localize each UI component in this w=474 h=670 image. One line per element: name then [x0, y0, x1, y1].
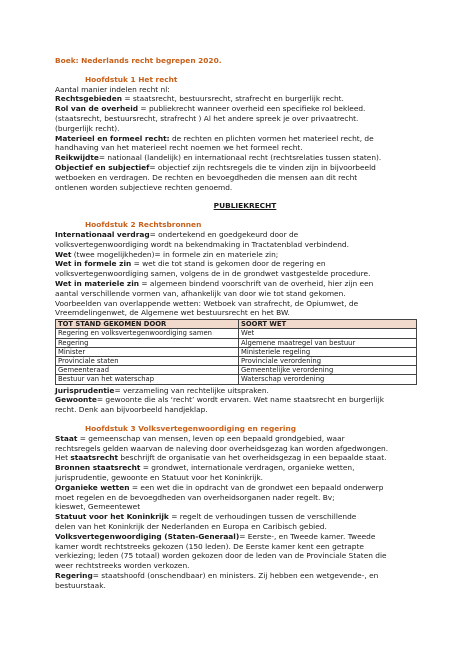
line-text: beschrijft de organisatie van het overheidsgezag in een bepaalde staat. — [118, 453, 387, 463]
line-text: = publiekrecht wanneer overheid een specifieke rol bekleed. — [138, 104, 366, 114]
text-line — [55, 173, 435, 183]
table-row — [56, 347, 417, 356]
chapter-2-title: Hoofdstuk 2 Rechtsbronnen — [85, 220, 202, 230]
text-line — [55, 551, 435, 561]
text-line — [55, 395, 435, 405]
term: Organieke wetten — [55, 482, 130, 492]
line-text: bestuurstaak. — [55, 580, 106, 590]
text-line — [55, 571, 435, 581]
section-title-publiekrecht: PUBLIEKRECHT — [213, 201, 277, 211]
text-line — [55, 512, 435, 522]
line-text: Het — [55, 453, 71, 463]
line-text: = grondwet, internationale verdragen, organieke wetten, — [140, 463, 355, 473]
text-line — [55, 85, 435, 95]
text-line — [55, 134, 435, 144]
term: Jurisprudentie — [55, 385, 115, 395]
table-row — [56, 356, 417, 365]
table-row — [56, 329, 417, 338]
text-line — [55, 308, 435, 318]
line-text: = nationaal (landelijk) en internationaal recht (rechtsrelaties tussen staten). — [98, 153, 382, 163]
line-text: = wet die tot stand is gekomen door de regering en — [131, 259, 326, 269]
table-header-row — [56, 320, 417, 329]
term: Staat — [55, 433, 78, 443]
text-line — [55, 532, 435, 542]
line-text: = regelt de verhoudingen tussen de verschillende — [168, 512, 357, 522]
text-line — [55, 279, 435, 289]
chapter-1-title: Hoofdstuk 1 Het recht — [85, 74, 178, 84]
text-line — [55, 405, 435, 415]
table-cell: Bestuur van het waterschap — [56, 375, 239, 384]
table-cell: Provinciale verordening — [239, 356, 417, 365]
chapter-2-body — [55, 230, 435, 318]
term: Objectief en subjectief — [55, 162, 150, 172]
wet-soorten-table — [55, 319, 417, 384]
text-line — [55, 250, 435, 260]
line-text: kieswet, Gemeentewet — [55, 502, 141, 512]
term: Wet in materiele zin — [55, 278, 140, 288]
line-text: = Eerste-, en Tweede kamer. Tweede — [239, 531, 376, 541]
term: Wet — [55, 249, 72, 259]
term: Wet in formele zin — [55, 259, 132, 269]
text-line — [55, 561, 435, 571]
table-row — [56, 366, 417, 375]
line-text: verkiezing; leden (75 totaal) worden gekozen door de leden van de Provinciale Staten die — [55, 551, 387, 561]
term: Statuut voor het Koninkrijk — [55, 512, 169, 522]
line-text: = objectief zijn rechtsregels die te vinden zijn in bijvoorbeeld — [149, 162, 376, 172]
text-line — [55, 143, 435, 153]
text-line — [55, 104, 435, 114]
line-text: aantal verschillende vormen van, afhankelijk van door wie tot stand gekomen. — [55, 288, 346, 298]
line-text: = gewoonte die als ‘recht’ wordt ervaren. Wet name staatsrecht en burgerlijk — [96, 395, 384, 405]
line-text: ontlenen worden subjectieve rechten genoemd. — [55, 182, 233, 192]
line-text: (burgerlijk recht). — [55, 123, 120, 133]
table-cell: Algemene maatregel van bestuur — [239, 338, 417, 347]
text-line — [55, 163, 435, 173]
term: Volksvertegenwoordiging (Staten-Generaal) — [55, 531, 240, 541]
table-cell: Regering en volksvertegenwoordiging samen — [56, 329, 239, 338]
term: Rechtsgebieden — [55, 94, 122, 104]
line-text: moet regelen en de bevoegdheden van overheidsorganen nader regelt. Bv; — [55, 492, 335, 502]
table-row — [56, 375, 417, 384]
chapter-3-title: Hoofdstuk 3 Volksvertegenwoordiging en regering — [85, 423, 297, 433]
term: Gewoonte — [55, 395, 97, 405]
line-text: delen van het Koninkrijk der Nederlanden en Europa en Caribisch gebied. — [55, 521, 327, 531]
text-line — [55, 299, 435, 309]
line-text: volksvertegenwoordiging wordt na bekendmaking in Tractatenblad verbindend. — [55, 239, 349, 249]
term: Rol van de overheid — [55, 104, 139, 114]
line-text: de rechten en plichten vormen het materieel recht, de — [169, 133, 374, 143]
term: Materieel en formeel recht: — [55, 133, 170, 143]
table-cell: Gemeenteraad — [56, 366, 239, 375]
term: Internationaal verdrag — [55, 229, 150, 239]
term: Bronnen staatsrecht — [55, 463, 141, 473]
table-header-cell: SOORT WET — [239, 320, 417, 329]
line-text: Aantal manier indelen recht nl: — [55, 84, 170, 94]
text-line — [55, 502, 435, 512]
table-cell: Gemeentelijke verordening — [239, 366, 417, 375]
line-text: jurisprudentie, gewoonte en Statuut voor het Koninkrijk. — [55, 472, 263, 482]
text-line — [55, 289, 435, 299]
text-line — [55, 94, 435, 104]
line-text: weer rechtstreeks worden verkozen. — [55, 561, 190, 571]
text-line — [55, 483, 435, 493]
table-cell: Wet — [239, 329, 417, 338]
line-text: = algemeen bindend voorschrift van de overheid, hier zijn een — [139, 278, 374, 288]
text-line — [55, 153, 435, 163]
line-text: Vreemdelingenwet, de Algemene wet bestuursrecht en het BW. — [55, 308, 290, 318]
line-text: = verzameling van rechtelijke uitspraken. — [114, 385, 269, 395]
text-line — [55, 453, 435, 463]
chapter-3-body — [55, 434, 435, 591]
line-text: recht. Denk aan bijvoorbeeld handjeklap. — [55, 405, 208, 415]
text-line — [55, 124, 435, 134]
document-content — [55, 56, 435, 590]
table-cell: Minister — [56, 347, 239, 356]
text-line — [55, 114, 435, 124]
line-text: (staatsrecht, bestuursrecht, strafrecht ) Al het andere spreek je over privaatrecht. — [55, 113, 359, 123]
text-line — [55, 473, 435, 483]
text-line — [55, 434, 435, 444]
term: Reikwijdte — [55, 153, 99, 163]
text-line — [55, 269, 435, 279]
text-line — [55, 240, 435, 250]
line-text: = staatsrecht, bestuursrecht, strafrecht en burgerlijk recht. — [121, 94, 344, 104]
book-title: Boek: Nederlands recht begrepen 2020. — [55, 56, 222, 65]
text-line — [55, 386, 435, 396]
table-cell: Ministeriele regeling — [239, 347, 417, 356]
chapter-1-body — [55, 85, 435, 193]
line-text: = een wet die in opdracht van de grondwet een bepaald onderwerp — [129, 482, 384, 492]
table-row — [56, 338, 417, 347]
line-text: Voorbeelden van overlappende wetten: Wetboek van strafrecht, de Opiumwet, de — [55, 298, 359, 308]
line-text: = staatshoofd (onschendbaar) en ministers. Zij hebben een wetgevende-, en — [92, 570, 379, 580]
text-line — [55, 581, 435, 591]
text-line — [55, 259, 435, 269]
chapter-2-after-table — [55, 386, 435, 415]
term: Regering — [55, 570, 93, 580]
table-header-cell: TOT STAND GEKOMEN DOOR — [56, 320, 239, 329]
table-cell: Regering — [56, 338, 239, 347]
line-text: (twee mogelijkheden)= in formele zin en materiele zin; — [71, 249, 279, 259]
text-line — [55, 522, 435, 532]
line-text: = gemeenschap van mensen, leven op een bepaald grondgebied, waar — [77, 433, 345, 443]
table-cell: Waterschap verordening — [239, 375, 417, 384]
line-text: kamer wordt rechtstreeks gekozen (150 leden). De Eerste kamer kent een getrapte — [55, 541, 364, 551]
text-line — [55, 493, 435, 503]
line-text: rechtsregels gelden waarvan de naleving door overheidsgezag kan worden afgedwongen. — [55, 443, 389, 453]
line-text: wetboeken en verdragen. De rechten en bevoegdheden die mensen aan dit recht — [55, 172, 358, 182]
table-cell: Provinciale staten — [56, 356, 239, 365]
text-line — [55, 542, 435, 552]
text-line — [55, 230, 435, 240]
line-text: volksvertegenwoordiging samen, volgens de in de grondwet vastgestelde procedure. — [55, 269, 371, 279]
text-line — [55, 463, 435, 473]
line-text: = ondertekend en goedgekeurd door de — [149, 229, 299, 239]
text-line — [55, 183, 435, 193]
term: staatsrecht — [70, 453, 119, 463]
line-text: handhaving van het materieel recht noemen we het formeel recht. — [55, 143, 303, 153]
text-line — [55, 444, 435, 454]
